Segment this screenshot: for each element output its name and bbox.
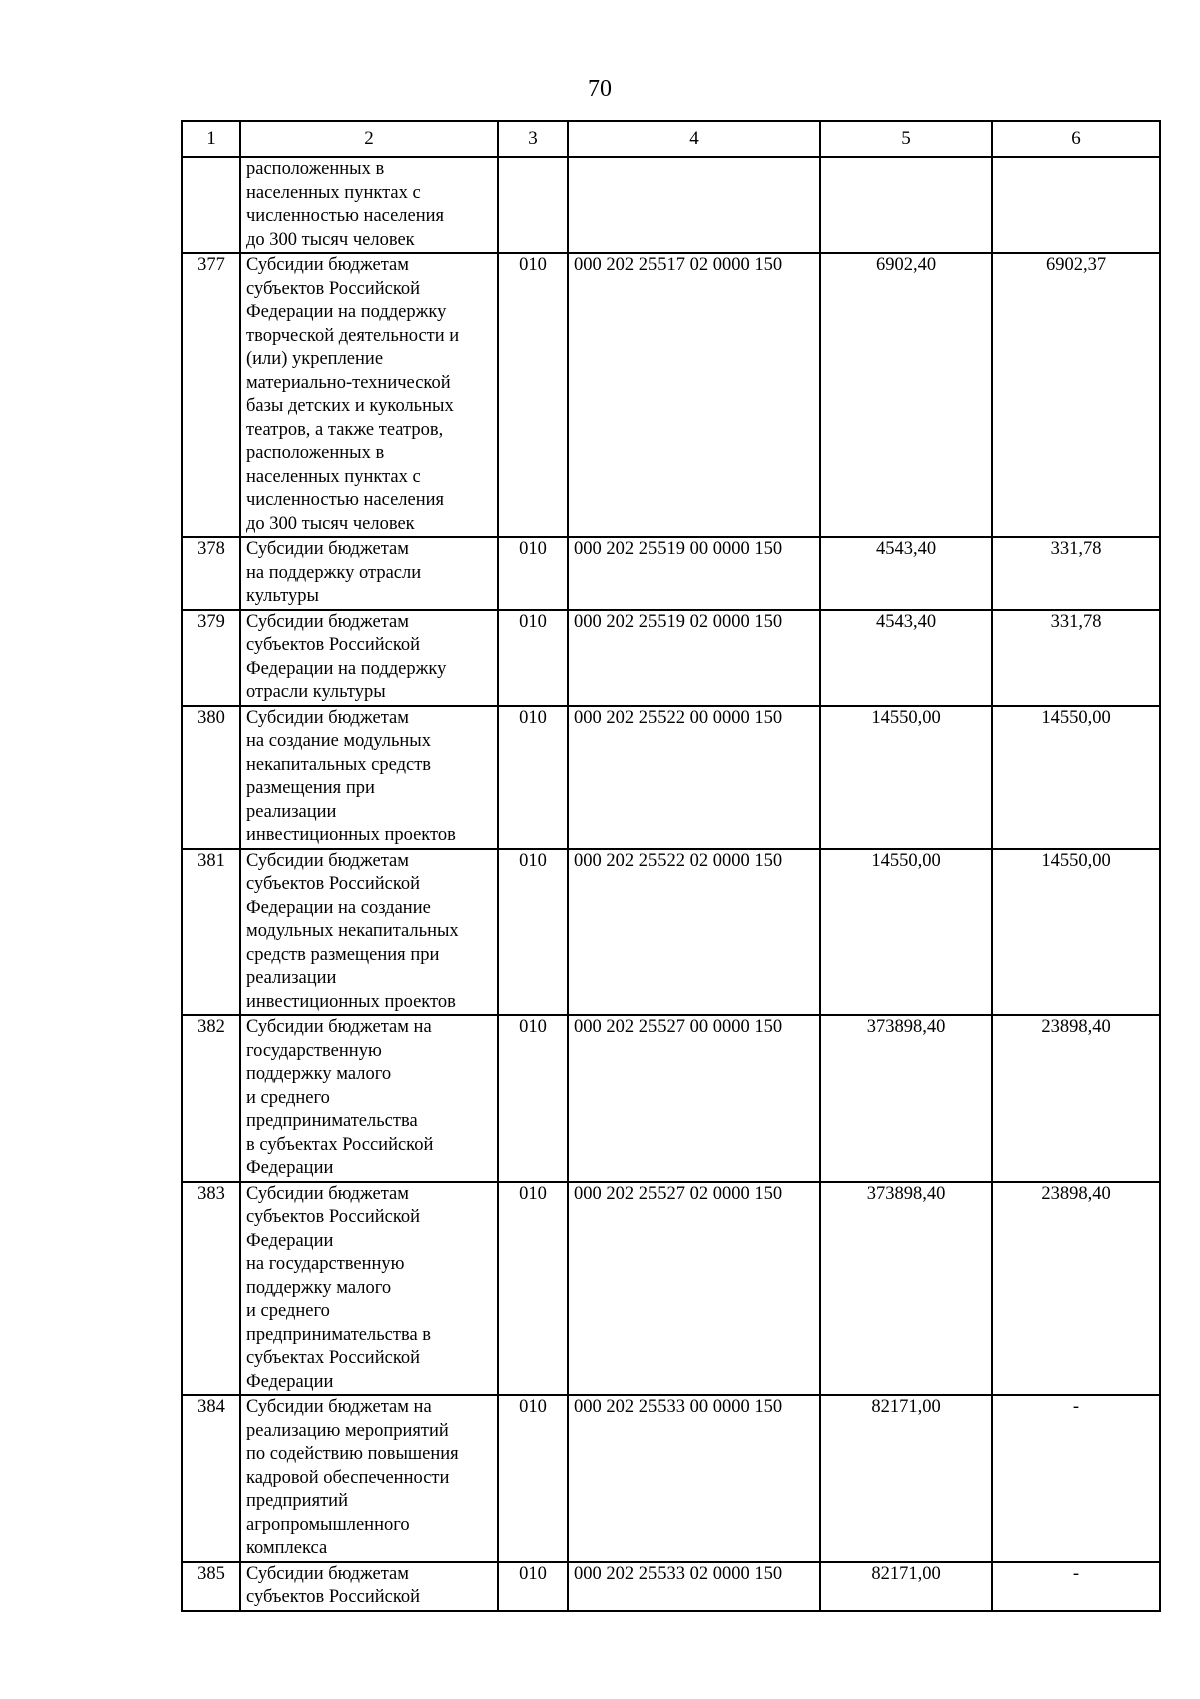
row-name-cell: [240, 537, 498, 610]
row-name-line: реализации: [246, 968, 337, 988]
row-budget-code-cell: 000 202 25533 00 0000 150: [568, 1395, 820, 1562]
table-row: [182, 706, 1160, 849]
row-budget-code-cell: 000 202 25527 00 0000 150: [568, 1015, 820, 1182]
row-name-line: средств размещения при: [246, 944, 440, 965]
row-number-cell: 377: [182, 253, 240, 537]
row-budget-code-cell: [568, 157, 820, 253]
column-header: 5: [820, 121, 992, 157]
page-number: 70: [588, 76, 612, 102]
row-name-line: Субсидии бюджетам: [246, 707, 409, 728]
row-name-line: Субсидии бюджетам: [246, 850, 409, 871]
row-name-line: численностью населения: [246, 206, 445, 226]
row-number-cell: 383: [182, 1182, 240, 1396]
row-number-cell: 378: [182, 537, 240, 610]
row-value-col6-cell: 331,78: [992, 537, 1160, 610]
row-name-line: до 300 тысяч человек: [246, 229, 415, 250]
row-number-cell: 381: [182, 849, 240, 1016]
row-name-cell: [240, 157, 498, 253]
row-budget-code-cell: 000 202 25519 00 0000 150: [568, 537, 820, 610]
row-name-line: отрасли культуры: [246, 682, 386, 702]
row-budget-code-cell: 000 202 25519 02 0000 150: [568, 610, 820, 706]
row-name-line: субъектов Российской: [246, 1587, 421, 1607]
row-name-line: субъектов Российской: [246, 278, 421, 299]
row-value-col5-cell: 4543,40: [820, 610, 992, 706]
column-header: 6: [992, 121, 1160, 157]
row-name-line: Федерации: [246, 1371, 334, 1392]
row-name-line: инвестиционных проектов: [246, 825, 456, 845]
row-name-line: государственную: [246, 1040, 382, 1061]
row-name-line: размещения при: [246, 778, 375, 798]
row-admin-code-cell: 010: [498, 1015, 568, 1182]
row-value-col5-cell: 14550,00: [820, 849, 992, 1016]
row-name-line: материально-технической: [246, 372, 451, 393]
row-value-col6-cell: 14550,00: [992, 706, 1160, 849]
table-row: [182, 1395, 1160, 1562]
row-name-line: и среднего: [246, 1087, 330, 1108]
row-name-line: на поддержку отрасли: [246, 562, 422, 583]
table-row: [182, 849, 1160, 1016]
row-name-line: базы детских и кукольных: [246, 396, 454, 416]
row-name-cell: [240, 1182, 498, 1396]
row-budget-code-cell: 000 202 25533 02 0000 150: [568, 1562, 820, 1611]
row-value-col6-cell: 6902,37: [992, 253, 1160, 537]
row-name-line: населенных пунктах с: [246, 466, 421, 487]
row-name-line: в субъектах Российской: [246, 1134, 434, 1155]
row-budget-code-cell: 000 202 25527 02 0000 150: [568, 1182, 820, 1396]
row-name-line: и среднего: [246, 1301, 330, 1321]
row-admin-code-cell: 010: [498, 610, 568, 706]
row-number-cell: 382: [182, 1015, 240, 1182]
row-name-line: Субсидии бюджетам на: [246, 1017, 432, 1037]
row-name-line: комплекса: [246, 1538, 328, 1558]
row-name-line: субъектах Российской: [246, 1348, 421, 1368]
row-value-col5-cell: 14550,00: [820, 706, 992, 849]
row-value-col6-cell: -: [992, 1562, 1160, 1611]
row-admin-code-cell: 010: [498, 849, 568, 1016]
table-row: [182, 537, 1160, 610]
row-value-col5-cell: 82171,00: [820, 1562, 992, 1611]
table-body: [182, 157, 1160, 1611]
row-name-line: на государственную: [246, 1254, 405, 1274]
table-row: [182, 253, 1160, 537]
row-value-col5-cell: 373898,40: [820, 1015, 992, 1182]
row-budget-code-cell: 000 202 25522 00 0000 150: [568, 706, 820, 849]
row-name-cell: [240, 849, 498, 1016]
row-value-col6-cell: 14550,00: [992, 849, 1160, 1016]
row-name-line: творческой деятельности и: [246, 325, 460, 346]
row-name-line: Субсидии бюджетам: [246, 611, 409, 632]
row-name-line: предпринимательства: [246, 1111, 418, 1131]
row-name-line: Федерации на поддержку: [246, 302, 447, 322]
row-name-line: некапитальных средств: [246, 754, 432, 775]
row-value-col6-cell: -: [992, 1395, 1160, 1562]
row-value-col6-cell: 23898,40: [992, 1015, 1160, 1182]
row-number-cell: 379: [182, 610, 240, 706]
row-value-col6-cell: 331,78: [992, 610, 1160, 706]
table-header: [182, 121, 1160, 157]
row-name-line: до 300 тысяч человек: [246, 513, 415, 534]
row-admin-code-cell: 010: [498, 1395, 568, 1562]
row-name-line: модульных некапитальных: [246, 921, 459, 941]
row-name-cell: [240, 706, 498, 849]
row-name-line: (или) укрепление: [246, 349, 384, 369]
row-name-line: театров, а также театров,: [246, 419, 444, 440]
budget-table: [181, 120, 1161, 1612]
table-row: [182, 1015, 1160, 1182]
row-name-line: населенных пунктах с: [246, 182, 421, 203]
row-name-line: субъектов Российской: [246, 1207, 421, 1227]
row-number-cell: 380: [182, 706, 240, 849]
row-name-cell: [240, 1015, 498, 1182]
row-admin-code-cell: 010: [498, 537, 568, 610]
row-value-col5-cell: 4543,40: [820, 537, 992, 610]
row-name-line: расположенных в: [246, 159, 385, 179]
table-row: [182, 157, 1160, 253]
row-name-line: Федерации на создание: [246, 897, 431, 918]
row-name-line: кадровой обеспеченности: [246, 1467, 450, 1488]
row-name-line: предпринимательства в: [246, 1324, 432, 1345]
row-name-line: численностью населения: [246, 490, 445, 510]
row-name-line: субъектов Российской: [246, 874, 421, 894]
row-name-cell: [240, 1562, 498, 1611]
row-name-line: инвестиционных проектов: [246, 991, 456, 1012]
table-row: [182, 1562, 1160, 1611]
column-header: 2: [240, 121, 498, 157]
row-name-line: Федерации на поддержку: [246, 658, 447, 679]
row-name-line: реализации: [246, 801, 337, 822]
row-admin-code-cell: 010: [498, 1182, 568, 1396]
row-number-cell: 385: [182, 1562, 240, 1611]
row-name-line: предприятий: [246, 1491, 348, 1511]
row-name-line: Субсидии бюджетам на: [246, 1397, 432, 1417]
table-row: [182, 610, 1160, 706]
row-budget-code-cell: 000 202 25517 02 0000 150: [568, 253, 820, 537]
column-header: 3: [498, 121, 568, 157]
row-name-line: на создание модульных: [246, 731, 431, 751]
row-budget-code-cell: 000 202 25522 02 0000 150: [568, 849, 820, 1016]
row-admin-code-cell: [498, 157, 568, 253]
column-header: 4: [568, 121, 820, 157]
row-name-line: расположенных в: [246, 443, 385, 463]
header-row: [182, 121, 1160, 157]
row-value-col6-cell: [992, 157, 1160, 253]
row-name-line: субъектов Российской: [246, 635, 421, 655]
row-name-line: по содействию повышения: [246, 1444, 459, 1464]
row-value-col6-cell: 23898,40: [992, 1182, 1160, 1396]
row-name-line: культуры: [246, 586, 319, 606]
row-name-cell: [240, 610, 498, 706]
row-number-cell: [182, 157, 240, 253]
row-name-line: поддержку малого: [246, 1277, 392, 1298]
table-row: [182, 1182, 1160, 1396]
row-name-line: Федерации: [246, 1158, 334, 1178]
row-name-cell: [240, 1395, 498, 1562]
row-name-line: Субсидии бюджетам: [246, 255, 409, 275]
row-value-col5-cell: 82171,00: [820, 1395, 992, 1562]
row-value-col5-cell: 373898,40: [820, 1182, 992, 1396]
row-value-col5-cell: 6902,40: [820, 253, 992, 537]
row-number-cell: 384: [182, 1395, 240, 1562]
row-admin-code-cell: 010: [498, 253, 568, 537]
row-value-col5-cell: [820, 157, 992, 253]
row-name-cell: [240, 253, 498, 537]
row-name-line: поддержку малого: [246, 1064, 392, 1084]
row-admin-code-cell: 010: [498, 706, 568, 849]
row-admin-code-cell: 010: [498, 1562, 568, 1611]
row-name-line: агропромышленного: [246, 1514, 410, 1535]
column-header: 1: [182, 121, 240, 157]
row-name-line: Субсидии бюджетам: [246, 1563, 409, 1584]
row-name-line: реализацию мероприятий: [246, 1420, 449, 1441]
row-name-line: Субсидии бюджетам: [246, 539, 409, 559]
row-name-line: Субсидии бюджетам: [246, 1183, 409, 1204]
row-name-line: Федерации: [246, 1230, 334, 1251]
